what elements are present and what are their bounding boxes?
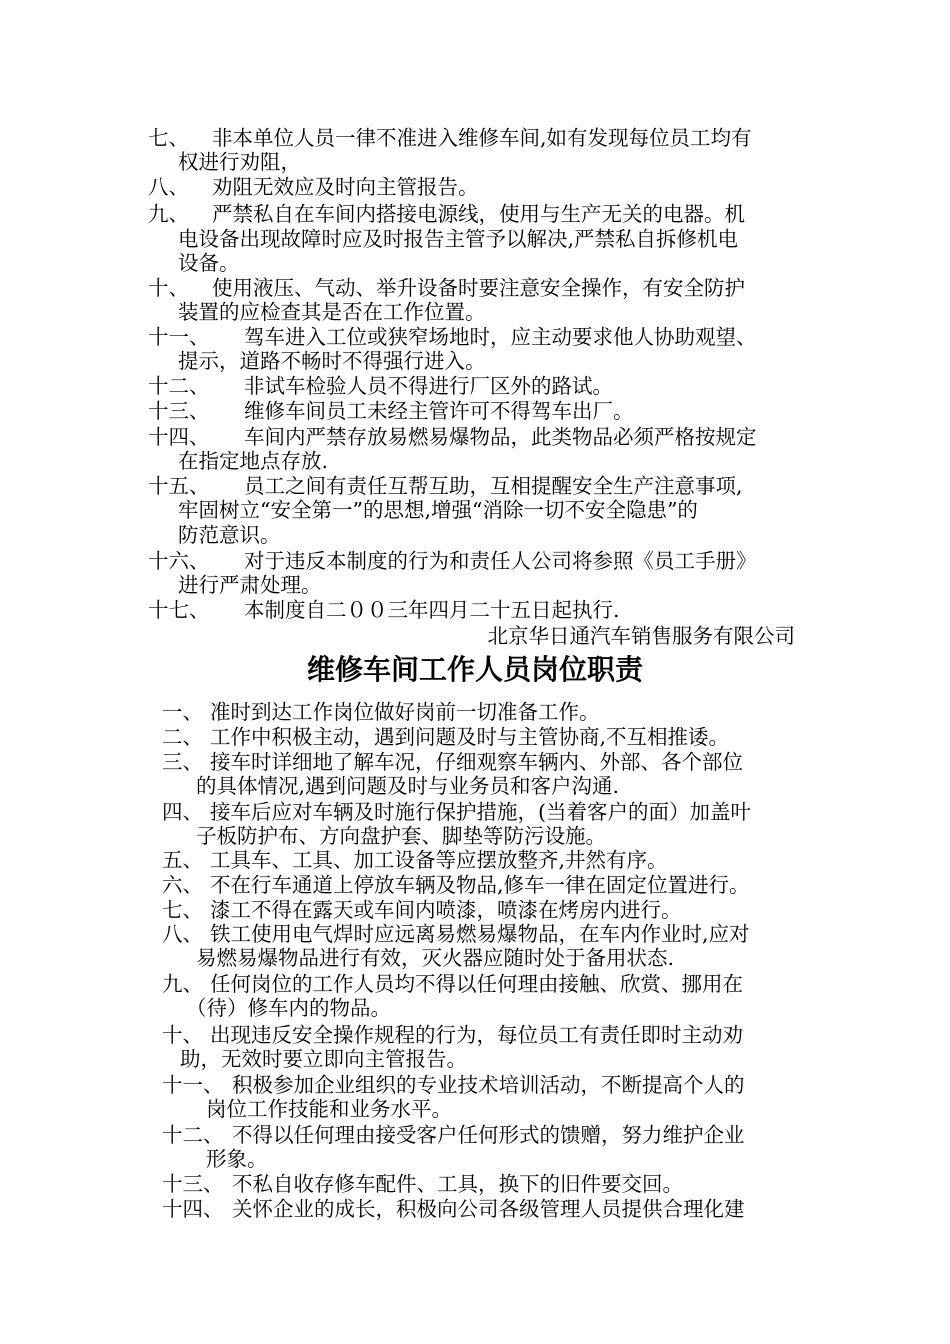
rule-16-text-line-1: 对于违反本制度的行为和责任人公司将参照《员工手册》	[244, 549, 757, 573]
rule-10-text-line-2: 装置的应检查其是否在工作位置。	[178, 300, 486, 324]
rule-12-number: 十二、	[148, 374, 210, 398]
duty-11-number: 十一、	[162, 1073, 224, 1097]
rule-9-text-line-3: 设备。	[178, 251, 240, 275]
duty-14-text-line-1: 关怀企业的成长，积极向公司各级管理人员提供合理化建	[232, 1197, 745, 1221]
duty-3-text-line-2: 的具体情况,遇到问题及时与业务员和客户沟通.	[196, 774, 620, 798]
duty-9-text-line-2: （待）修车内的物品。	[186, 996, 391, 1020]
rule-13-text-line-1: 维修车间员工未经主管许可不得驾车出厂。	[244, 399, 634, 423]
company-signature: 北京华日通汽车销售服务有限公司	[487, 624, 795, 648]
duty-12-text-line-1: 不得以任何理由接受客户任何形式的馈赠，努力维护企业	[232, 1123, 745, 1147]
duty-11-text-line-2: 岗位工作技能和业务水平。	[206, 1097, 452, 1121]
rule-10-number: 十、	[148, 276, 189, 300]
rule-15-number: 十五、	[148, 474, 210, 498]
rule-14-number: 十四、	[148, 425, 210, 449]
rule-16-text-line-2: 进行严肃处理。	[178, 573, 322, 597]
rule-9-number: 九、	[148, 202, 189, 226]
rule-7-text-line-2: 权进行劝阻，	[178, 150, 301, 174]
duty-1-text-line-1: 准时到达工作岗位做好岗前一切准备工作。	[210, 700, 600, 724]
duty-6-number: 六、	[162, 873, 203, 897]
rule-11-number: 十一、	[148, 325, 210, 349]
duty-13-text-line-1: 不私自收存修车配件、工具，换下的旧件要交回。	[232, 1172, 683, 1196]
duty-1-number: 一、	[162, 700, 203, 724]
duty-13-number: 十三、	[162, 1172, 224, 1196]
duty-2-text-line-1: 工作中积极主动，遇到问题及时与主管协商,不互相推诿。	[210, 725, 730, 749]
duty-4-text-line-1: 接车后应对车辆及时施行保护措施，(当着客户的面）加盖叶	[210, 800, 751, 824]
duty-14-number: 十四、	[162, 1197, 224, 1221]
rule-16-number: 十六、	[148, 549, 210, 573]
rule-14-text-line-2: 在指定地点存放.	[178, 449, 329, 473]
duty-8-text-line-2: 易燃易爆物品进行有效，灭火器应随时处于备用状态.	[196, 946, 675, 970]
duty-9-text-line-1: 任何岗位的工作人员均不得以任何理由接触、欣赏、挪用在	[210, 972, 743, 996]
rule-17-number: 十七、	[148, 598, 210, 622]
duty-3-number: 三、	[162, 750, 203, 774]
duty-11-text-line-1: 积极参加企业组织的专业技术培训活动，不断提高个人的	[232, 1073, 745, 1097]
rule-11-text-line-1: 驾车进入工位或狭窄场地时，应主动要求他人协助观望、	[244, 325, 757, 349]
rule-9-text-line-1: 严禁私自在车间内搭接电源线，使用与生产无关的电器。机	[212, 202, 745, 226]
rule-14-text-line-1: 车间内严禁存放易燃易爆物品，此类物品必须严格按规定	[244, 425, 757, 449]
duty-8-number: 八、	[162, 922, 203, 946]
duty-2-number: 二、	[162, 725, 203, 749]
duty-12-text-line-2: 形象。	[206, 1147, 268, 1171]
duty-4-text-line-2: 子板防护布、方向盘护套、脚垫等防污设施。	[196, 824, 606, 848]
rule-9-text-line-2: 电设备出现故障时应及时报告主管予以解决,严禁私自拆修机电	[178, 227, 739, 251]
duty-10-text-line-1: 出现违反安全操作规程的行为，每位员工有责任即时主动劝	[210, 1023, 743, 1047]
duty-5-text-line-1: 工具车、工具、加工设备等应摆放整齐,井然有序。	[210, 848, 668, 872]
duty-10-text-line-2: 助，无效时要立即向主管报告。	[180, 1047, 467, 1071]
rule-17-text-line-1: 本制度自二００三年四月二十五日起执行.	[244, 598, 620, 622]
duty-7-text-line-1: 漆工不得在露天或车间内喷漆，喷漆在烤房内进行。	[210, 898, 682, 922]
duty-3-text-line-1: 接车时详细地了解车况，仔细观察车辆内、外部、各个部位	[210, 750, 743, 774]
duty-6-text-line-1: 不在行车通道上停放车辆及物品,修车一律在固定位置进行。	[210, 873, 750, 897]
rule-7-number: 七、	[148, 126, 189, 150]
rule-15-text-line-3: 防范意识。	[178, 523, 281, 547]
rule-15-text-line-2: 牢固树立“安全第一”的思想,增强“消除一切不安全隐患”的	[178, 498, 698, 522]
duty-7-number: 七、	[162, 898, 203, 922]
rule-8-number: 八、	[148, 175, 189, 199]
duty-4-number: 四、	[162, 800, 203, 824]
duty-5-number: 五、	[162, 848, 203, 872]
duty-9-number: 九、	[162, 972, 203, 996]
rule-15-text-line-1: 员工之间有责任互帮互助，互相提醒安全生产注意事项,	[244, 474, 743, 498]
rule-10-text-line-1: 使用液压、气动、举升设备时要注意安全操作，有安全防护	[212, 276, 745, 300]
rule-7-text-line-1: 非本单位人员一律不准进入维修车间,如有发现每位员工均有	[212, 126, 752, 150]
duty-12-number: 十二、	[162, 1123, 224, 1147]
rule-12-text-line-1: 非试车检验人员不得进行厂区外的路试。	[244, 374, 613, 398]
rule-11-text-line-2: 提示，道路不畅时不得强行进入。	[178, 349, 486, 373]
section-title: 维修车间工作人员岗位职责	[306, 653, 643, 686]
duty-10-number: 十、	[162, 1023, 203, 1047]
duty-8-text-line-1: 铁工使用电气焊时应远离易燃易爆物品，在车内作业时,应对	[210, 922, 750, 946]
rule-13-number: 十三、	[148, 399, 210, 423]
rule-8-text-line-1: 劝阻无效应及时向主管报告。	[212, 175, 479, 199]
